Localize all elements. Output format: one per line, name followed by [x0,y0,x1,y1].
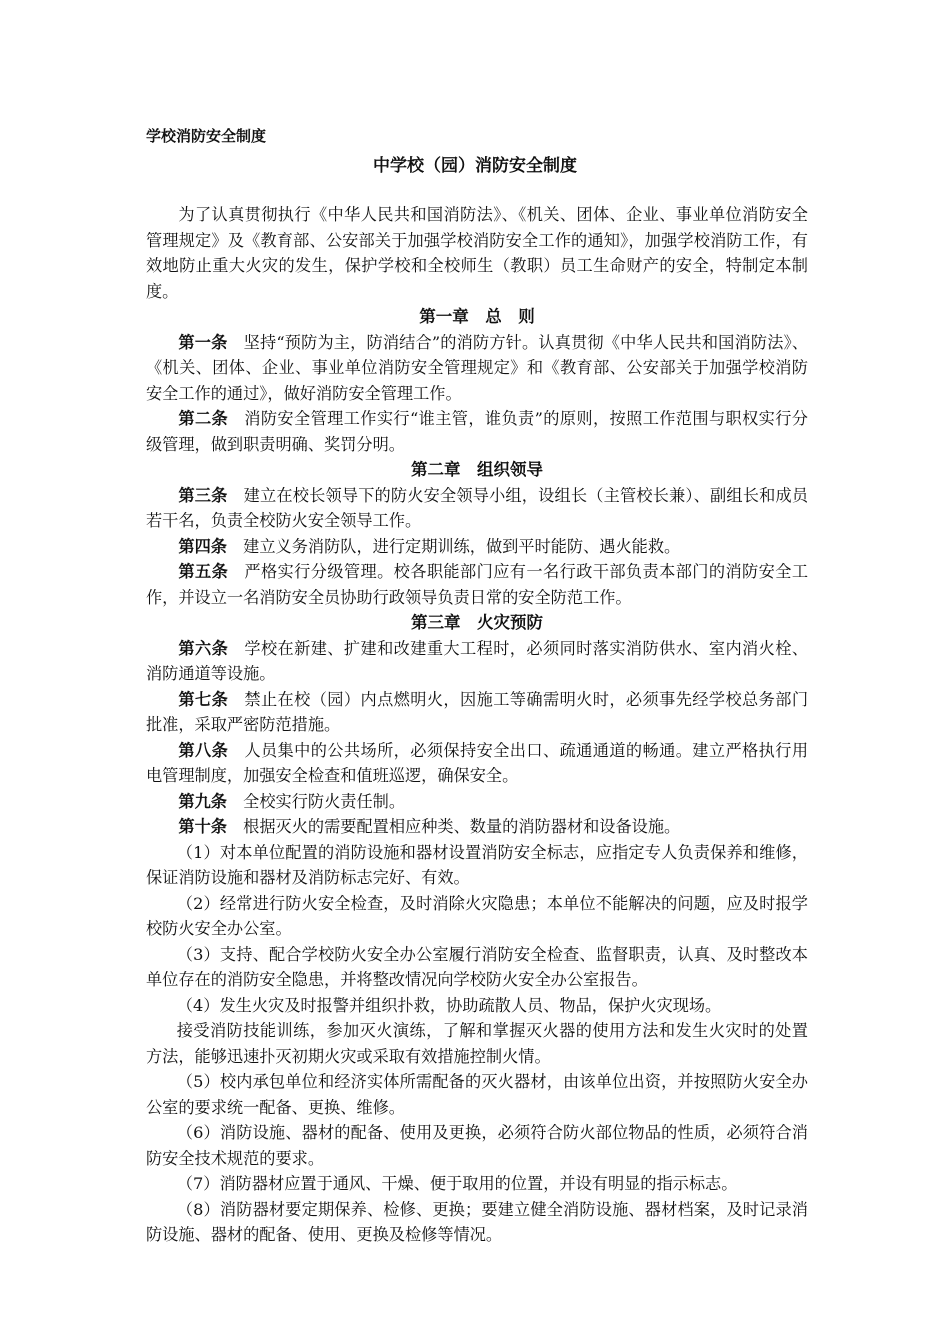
chapter-3-heading: 第三章 火灾预防 [411,613,543,632]
article-4-label: 第四条 [178,536,227,556]
clause-5: （5）校内承包单位和经济实体所需配备的灭火器材，由该单位出资，并按照防火安全办公室的要求统一配备、更换、维修。 [146,1072,808,1117]
clause-4: （4）发生火灾及时报警并组织扑救，协助疏散人员、物品，保护火灾现场。 [176,995,722,1015]
document-header-label: 学校消防安全制度 [146,127,267,145]
article-8-label: 第八条 [178,740,229,760]
clause-4-continued: 接受消防技能训练，参加灭火演练，了解和掌握灭火器的使用方法和发生火灾时的处置方法，能够迅速扑灭初期火灾或采取有效措施控制火情。 [146,1021,808,1066]
clause-2: （2）经常进行防火安全检查，及时消除火灾隐患；本单位不能解决的问题，应及时报学校防火安全办公室。 [146,893,808,938]
article-8 [146,738,808,789]
article-6-label: 第六条 [178,638,229,658]
article-3 [146,483,808,534]
article-2 [146,406,808,457]
article-3-text: 建立在校长领导下的防火安全领导小组，设组长（主管校长兼）、副组长和成员若干名，负责全校防火安全领导工作。 [146,485,809,530]
article-6 [146,636,808,687]
article-1 [146,330,808,407]
article-7 [146,687,808,738]
article-10-text: 根据灭火的需要配置相应种类、数量的消防器材和设备设施。 [243,817,681,836]
article-5-text: 严格实行分级管理。校各职能部门应有一名行政干部负责本部门的消防安全工作，并设立一名消防安全员协助行政领导负责日常的安全防范工作。 [146,562,809,607]
article-3-label: 第三条 [178,485,228,505]
article-9 [146,789,808,815]
clause-3: （3）支持、配合学校防火安全办公室履行消防安全检查、监督职责，认真、及时整改本单位存在的消防安全隐患，并将整改情况向学校防火安全办公室报告。 [146,944,808,989]
article-6-text: 学校在新建、扩建和改建重大工程时，必须同时落实消防供水、室内消火栓、消防通道等设施。 [146,638,809,683]
article-1-label: 第一条 [178,332,228,352]
preamble: 为了认真贯彻执行《中华人民共和国消防法》、《机关、团体、企业、事业单位消防安全管理规定》及《教育部、公安部关于加强学校消防安全工作的通知》，加强学校消防工作，有效地防止重大火灾的发生，保护学校和全校师生（教职）员工生命财产的安全，特制定本制度。 [146,205,808,301]
chapter-2-heading: 第二章 组织领导 [411,460,543,479]
article-5-label: 第五条 [178,562,229,581]
article-2-text: 消防安全管理工作实行“谁主管，谁负责”的原则，按照工作范围与职权实行分级管理，做到职责明确、奖罚分明。 [146,409,808,454]
chapter-1-heading: 第一章 总 则 [419,307,535,326]
document-body [146,202,808,1248]
article-2-label: 第二条 [178,409,229,428]
article-7-label: 第七条 [178,689,229,709]
article-10 [146,814,808,840]
article-8-text: 人员集中的公共场所，必须保持安全出口、疏通通道的畅通。建立严格执行用电管理制度，加强安全检查和值班巡逻，确保安全。 [146,740,809,785]
clause-6: （6）消防设施、器材的配备、使用及更换，必须符合防火部位物品的性质，必须符合消防安全技术规范的要求。 [146,1123,808,1168]
article-7-text: 禁止在校（园）内点燃明火，因施工等确需明火时，必须事先经学校总务部门批准，采取严密防范措施。 [146,689,809,734]
article-1-text: 坚持“预防为主，防消结合”的消防方针。认真贯彻《中华人民共和国消防法》、《机关、团体、企业、事业单位消防安全管理规定》和《教育部、公安部关于加强学校消防安全工作的通过》，做好消防安全管理工作。 [146,332,809,403]
article-9-text: 全校实行防火责任制。 [243,791,406,811]
article-4 [146,534,808,560]
clause-8: （8）消防器材要定期保养、检修、更换；要建立健全消防设施、器材档案，及时记录消防设施、器材的配备、使用、更换及检修等情况。 [146,1199,808,1244]
article-9-label: 第九条 [178,791,227,811]
article-4-text: 建立义务消防队，进行定期训练，做到平时能防、遇火能救。 [243,536,681,556]
document-title: 中学校（园）消防安全制度 [373,156,577,176]
article-5 [146,559,808,610]
clause-7: （7）消防器材应置于通风、干燥、便于取用的位置，并设有明显的指示标志。 [176,1174,738,1193]
article-10-label: 第十条 [178,817,227,836]
clause-1: （1）对本单位配置的消防设施和器材设置消防安全标志，应指定专人负责保养和维修，保证消防设施和器材及消防标志完好、有效。 [146,842,808,887]
